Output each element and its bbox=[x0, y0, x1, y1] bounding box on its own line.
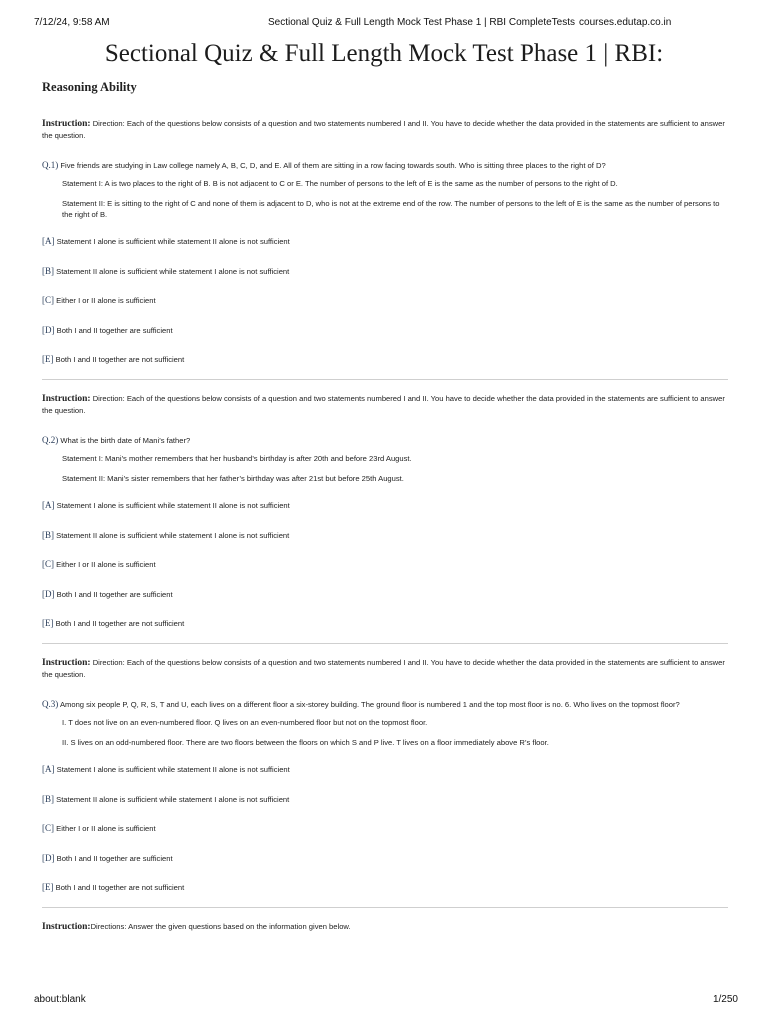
option-text: Statement II alone is sufficient while statement I alone is not sufficient bbox=[56, 266, 290, 276]
option-label: [B] bbox=[42, 793, 54, 804]
option-text: Both I and II together are sufficient bbox=[56, 325, 173, 335]
question-block-2 bbox=[42, 393, 728, 629]
print-footer bbox=[34, 994, 738, 1008]
option-label: [E] bbox=[42, 354, 54, 364]
statements bbox=[42, 453, 728, 484]
question-body: Among six people P, Q, R, S, T and U, each lives on a different floor a six-storey building. The ground floor is numbered 1 and the top most floor is no. 6. Who lives on the topmost floor? bbox=[59, 700, 680, 709]
option-label: [C] bbox=[42, 823, 54, 833]
statement-2: II. S lives on an odd-numbered floor. There are two floors between the floors on which S and P live. T lives on a floor immediately above R’s floor. bbox=[62, 738, 549, 747]
option-c[interactable] bbox=[42, 559, 728, 570]
instruction-label: Instruction: bbox=[42, 658, 91, 668]
option-e[interactable] bbox=[42, 882, 728, 893]
question-body: What is the birth date of Mani’s father? bbox=[60, 436, 191, 445]
option-b[interactable] bbox=[42, 794, 728, 805]
option-b[interactable] bbox=[42, 266, 728, 277]
instruction-label: Instruction: bbox=[42, 922, 91, 932]
statements bbox=[42, 717, 728, 748]
print-host: courses.edutap.co.in bbox=[579, 17, 672, 28]
question-block-3 bbox=[42, 657, 728, 893]
option-label: [D] bbox=[42, 588, 55, 599]
section-title: Reasoning Ability bbox=[42, 80, 137, 94]
instruction-text: Direction: Each of the questions below consists of a question and two statements numbered I and II. You have to decide whether the data provided in the statements are sufficient to answer the question. bbox=[42, 394, 725, 415]
option-a[interactable] bbox=[42, 236, 728, 247]
statement-1: I. T does not live on an even-numbered floor. Q lives on an even-numbered floor but not on the topmost floor. bbox=[62, 718, 428, 727]
final-instruction bbox=[42, 921, 728, 933]
question-number: Q.2) bbox=[42, 435, 59, 445]
option-b[interactable] bbox=[42, 530, 728, 541]
option-label: [A] bbox=[42, 236, 55, 246]
option-label: [C] bbox=[42, 295, 54, 305]
option-e[interactable] bbox=[42, 354, 728, 365]
options bbox=[42, 236, 728, 365]
instruction bbox=[42, 393, 728, 416]
option-label: [B] bbox=[42, 529, 54, 540]
option-text: Either I or II alone is sufficient bbox=[56, 824, 156, 833]
print-page-number: 1/250 bbox=[712, 994, 738, 1005]
option-d[interactable] bbox=[42, 853, 728, 864]
options bbox=[42, 764, 728, 893]
option-label: [E] bbox=[42, 618, 54, 628]
instruction-text: Direction: Each of the questions below consists of a question and two statements numbered I and II. You have to decide whether the data provided in the statements are sufficient to answer the question. bbox=[42, 658, 725, 679]
instruction-text: Direction: Each of the questions below consists of a question and two statements numbered I and II. You have to decide whether the data provided in the statements are sufficient to answer the question. bbox=[42, 119, 725, 140]
option-text: Both I and II together are sufficient bbox=[56, 589, 173, 599]
option-label: [C] bbox=[42, 559, 54, 569]
page-title: Sectional Quiz & Full Length Mock Test Phase 1 | RBI: bbox=[104, 40, 664, 67]
option-label: [E] bbox=[42, 882, 54, 892]
option-text: Statement I alone is sufficient while statement II alone is not sufficient bbox=[56, 237, 290, 246]
print-url: about:blank bbox=[34, 994, 86, 1005]
option-label: [A] bbox=[42, 764, 55, 774]
option-d[interactable] bbox=[42, 325, 728, 336]
question-number: Q.1) bbox=[42, 160, 59, 170]
option-e[interactable] bbox=[42, 618, 728, 629]
option-text: Either I or II alone is sufficient bbox=[56, 296, 156, 305]
question-text bbox=[42, 160, 728, 171]
instruction-label: Instruction: bbox=[42, 394, 91, 404]
question-block-1 bbox=[42, 118, 728, 365]
option-a[interactable] bbox=[42, 764, 728, 775]
option-text: Statement II alone is sufficient while statement I alone is not sufficient bbox=[56, 530, 290, 540]
statement-2: Statement II: E is sitting to the right of C and none of them is adjacent to D, who is not at the extreme end of the row. The number of persons to the left of E is the same as the number of persons to the right of B. bbox=[62, 199, 720, 219]
print-header bbox=[34, 17, 738, 31]
divider bbox=[42, 643, 728, 644]
option-label: [D] bbox=[42, 324, 55, 335]
print-timestamp: 7/12/24, 9:58 AM bbox=[34, 17, 110, 28]
print-page-title: Sectional Quiz & Full Length Mock Test Phase 1 | RBI CompleteTests bbox=[268, 17, 576, 28]
option-c[interactable] bbox=[42, 295, 728, 306]
option-text: Statement I alone is sufficient while statement II alone is not sufficient bbox=[56, 501, 290, 510]
instruction bbox=[42, 657, 728, 680]
instruction-label: Instruction: bbox=[42, 119, 91, 129]
option-label: [B] bbox=[42, 265, 54, 276]
print-page-title-line bbox=[268, 17, 671, 28]
option-text: Both I and II together are not sufficient bbox=[55, 883, 185, 892]
options bbox=[42, 500, 728, 629]
question-body: Five friends are studying in Law college namely A, B, C, D, and E. All of them are sitting in a row facing towards south. Who is sitting three places to the right of D? bbox=[60, 161, 606, 170]
option-c[interactable] bbox=[42, 823, 728, 834]
question-text bbox=[42, 435, 728, 446]
option-text: Statement I alone is sufficient while statement II alone is not sufficient bbox=[56, 765, 290, 774]
divider bbox=[42, 907, 728, 908]
instruction-text: Directions: Answer the given questions based on the information given below. bbox=[90, 922, 351, 931]
option-text: Statement II alone is sufficient while statement I alone is not sufficient bbox=[56, 794, 290, 804]
option-text: Both I and II together are not sufficient bbox=[55, 355, 185, 364]
instruction bbox=[42, 118, 728, 141]
question-text bbox=[42, 699, 728, 710]
question-number: Q.3) bbox=[42, 699, 59, 709]
statement-1: Statement I: A is two places to the right of B. B is not adjacent to C or E. The number of persons to the left of E is the same as the number of persons to the right of D. bbox=[62, 179, 618, 188]
statements bbox=[42, 178, 728, 220]
statement-1: Statement I: Mani’s mother remembers that her husband’s birthday is after 20th and before 23rd August. bbox=[62, 454, 412, 463]
option-d[interactable] bbox=[42, 589, 728, 600]
option-label: [D] bbox=[42, 852, 55, 863]
option-a[interactable] bbox=[42, 500, 728, 511]
option-text: Both I and II together are not sufficient bbox=[55, 619, 185, 628]
divider bbox=[42, 379, 728, 380]
option-text: Either I or II alone is sufficient bbox=[56, 560, 156, 569]
question-list bbox=[42, 118, 728, 952]
statement-2: Statement II: Mani’s sister remembers that her father’s birthday was after 21st but before 25th August. bbox=[62, 474, 404, 483]
option-text: Both I and II together are sufficient bbox=[56, 853, 173, 863]
option-label: [A] bbox=[42, 500, 55, 510]
